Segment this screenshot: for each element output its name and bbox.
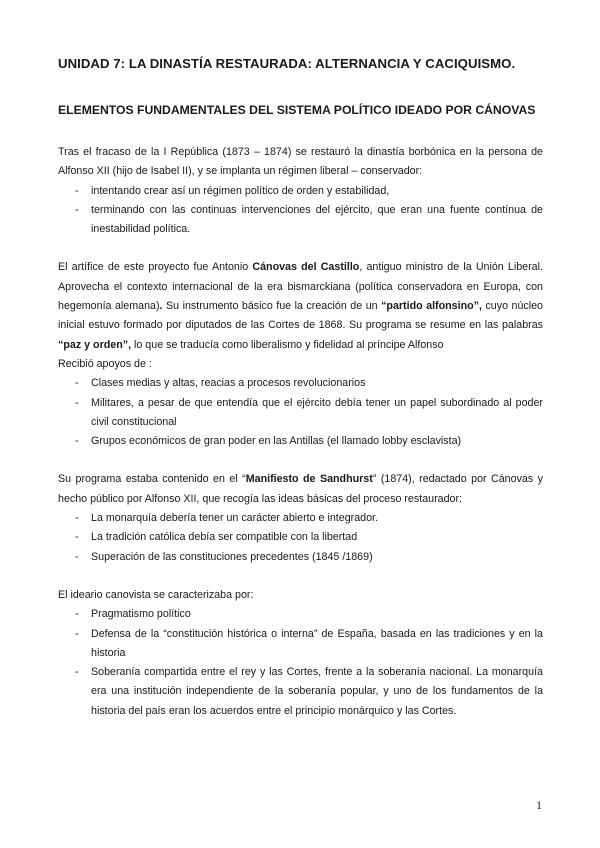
list-item <box>58 374 543 393</box>
text-run: , antiguo ministro de la Unión Liberal. Aprovecha el contexto internacional de la era bismarckiana (política conservadora en Europa, con hegemonía alemana) <box>58 261 543 313</box>
paragraph-gap <box>58 567 543 586</box>
list-item-text: Superación de las constituciones precedentes (1845 /1869) <box>91 550 373 563</box>
artifice-paragraph <box>58 258 543 354</box>
bold-term: “partido alfonsino”, <box>381 300 482 313</box>
intro-list <box>58 182 543 240</box>
ideario-list <box>58 605 543 721</box>
list-item-text: Clases medias y altas, reacias a procesos revolucionarios <box>91 377 366 390</box>
manifiesto-list <box>58 509 543 567</box>
list-item-text: Defensa de la “constitución histórica o interna” de España, basada en las tradiciones y en la historia <box>91 627 543 659</box>
ideario-paragraph: El ideario canovista se caracterizaba por: <box>58 588 254 601</box>
support-line: Recibió apoyos de : <box>58 357 152 370</box>
bullet-dash: - <box>75 550 79 563</box>
bullet-dash: - <box>75 531 79 544</box>
list-item <box>58 605 543 624</box>
paragraph-gap <box>58 451 543 470</box>
list-item <box>58 394 543 433</box>
bold-run: . <box>159 300 163 313</box>
list-item <box>58 548 543 567</box>
bold-term: Manifiesto de Sandhurst <box>245 473 373 486</box>
bold-name: Cánovas del Castillo <box>252 261 360 274</box>
document-title: UNIDAD 7: LA DINASTÍA RESTAURADA: ALTERNANCIA Y CACIQUISMO. <box>58 56 516 71</box>
list-item <box>58 509 543 528</box>
document-body <box>58 143 543 721</box>
list-item <box>58 625 543 664</box>
bullet-dash: - <box>75 203 79 216</box>
manifiesto-paragraph <box>58 470 543 509</box>
list-item <box>58 201 543 240</box>
text-run: Su instrumento básico fue la creación de un <box>162 300 382 313</box>
list-item-text: Grupos económicos de gran poder en las Antillas (el llamado lobby esclavista) <box>91 435 462 448</box>
support-list <box>58 374 543 451</box>
list-item-text: La monarquía debería tener un carácter abierto e integrador. <box>91 512 378 525</box>
list-item <box>58 432 543 451</box>
list-item <box>58 663 543 721</box>
text-run: ” (1874), redactado por Cánovas y hecho público por Alfonso XII, que recogía las ideas básicas del proceso restaurador: <box>58 473 543 505</box>
text-run: El artífice de este proyecto fue Antonio <box>58 261 253 274</box>
bullet-dash: - <box>75 627 79 640</box>
list-item-text: terminando con las continuas intervenciones del ejército, que eran una fuente contínua de inestabilidad política. <box>91 203 543 236</box>
bullet-dash: - <box>75 396 79 409</box>
list-item-text: Pragmatismo político <box>91 608 191 621</box>
bullet-dash: - <box>75 377 79 390</box>
bold-term: “paz y orden”, <box>58 338 132 351</box>
list-item-text: Soberanía compartida entre el rey y las Cortes, frente a la soberanía nacional. La monarquía era una institución independiente de la soberanía popular, y uno de los fundamentos de la historia del país eran los acuerdos entre el principio monárquico y las Cortes. <box>91 666 543 717</box>
bullet-dash: - <box>75 184 79 197</box>
list-item-text: La tradición católica debía ser compatible con la libertad <box>91 531 358 544</box>
bullet-dash: - <box>75 512 79 525</box>
section-heading: ELEMENTOS FUNDAMENTALES DEL SISTEMA POLÍTICO IDEADO POR CÁNOVAS <box>58 103 536 117</box>
text-run: lo que se traducía como liberalismo y fidelidad al príncipe Alfonso <box>131 338 444 351</box>
list-item <box>58 182 543 201</box>
text-run: Su programa estaba contenido en el “ <box>58 473 246 486</box>
list-item <box>58 528 543 547</box>
list-item-text: Militares, a pesar de que entendía que el ejército debía tener un papel subordinado al poder civil constitucional <box>91 396 543 428</box>
text-run: cuyo núcleo inicial estuvo formado por diputados de las Cortes de 1868. Su programa se resume en las palabras <box>58 300 543 332</box>
bullet-dash: - <box>75 608 79 621</box>
intro-paragraph: Tras el fracaso de la I República (1873 – 1874) se restauró la dinastía borbónica en la persona de Alfonso XII (hijo de Isabel II), y se implanta un régimen liberal – conservador: <box>58 146 543 178</box>
paragraph-gap <box>58 239 543 258</box>
list-item-text: intentando crear así un régimen político de orden y estabilidad, <box>91 184 390 197</box>
page-number: 1 <box>536 798 542 812</box>
bullet-dash: - <box>75 435 79 448</box>
bullet-dash: - <box>75 666 79 679</box>
